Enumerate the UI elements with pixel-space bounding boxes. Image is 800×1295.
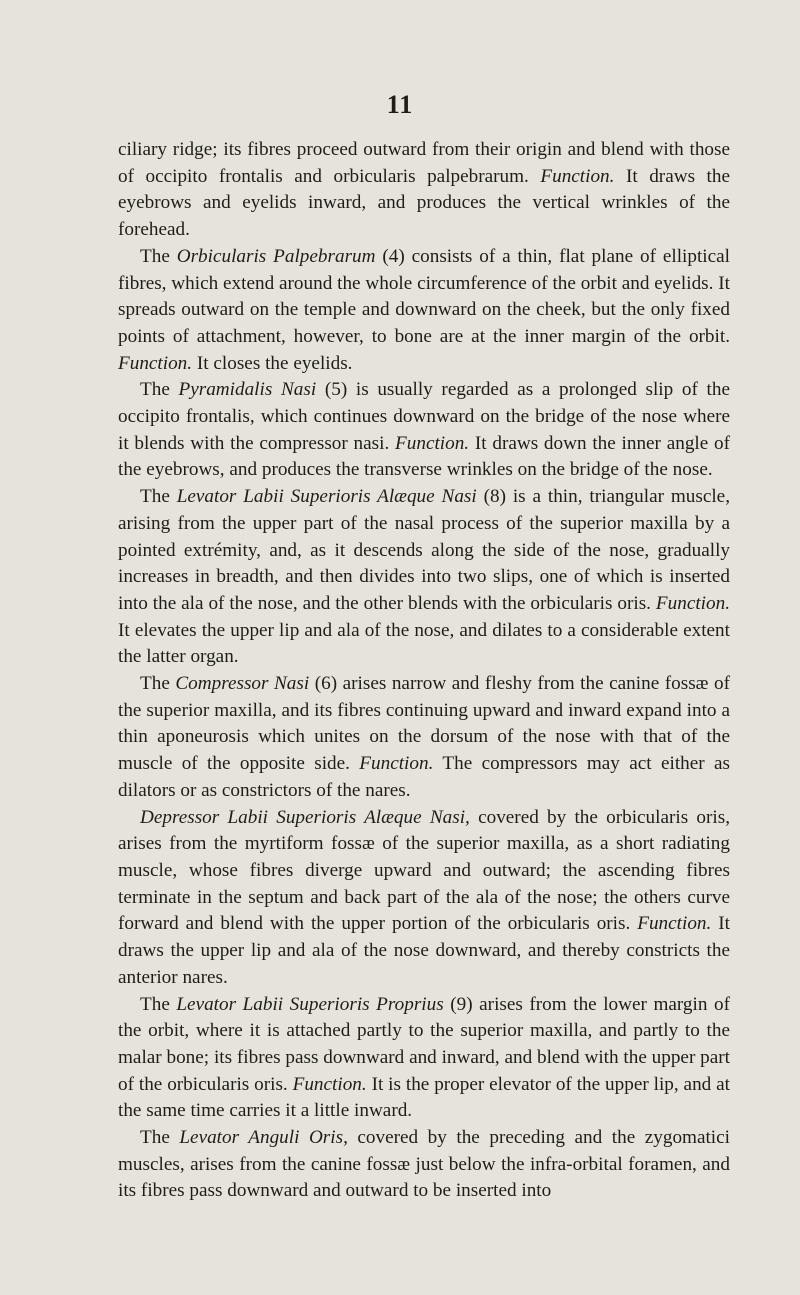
text-run: The (140, 379, 179, 401)
italic-run: Pyramidalis Nasi (178, 379, 317, 401)
body-text (118, 137, 730, 1205)
italic-run: Orbicularis Palpebrarum (176, 245, 376, 267)
paragraph-p1 (118, 244, 730, 378)
text-run: The (140, 245, 177, 267)
text-run: The (140, 993, 177, 1015)
text-run: covered by the preceding and the zygomatici muscles, arises from the canine fossæ just below the infra-orbital foramen, and its fibres pass downward and outward to be inserted into (118, 1127, 730, 1202)
paragraph-p7 (118, 1125, 730, 1205)
italic-run: Function. (359, 753, 434, 775)
text-run: (8) is a thin, triangular muscle, arising from the upper part of the nasal process of the superior maxilla by a pointed extrémity, and, as it descends along the side of the nose, gradually increases in breadth, and then divides into two slips, one of which is inserted into the ala of the nose, and the other blends with the orbicularis oris. (118, 486, 730, 614)
text-run: It draws the eyebrows and eyelids inward, and produces the vertical wrinkles of the forehead. (118, 165, 730, 241)
paragraph-p6 (118, 992, 730, 1126)
text-run: It draws the upper lip and ala of the nose downward, and thereby constricts the anterior nares. (118, 913, 730, 988)
text-run: (4) consists of a thin, flat plane of elliptical fibres, which extend around the whole circumference of the orbit and eyelids. It spreads outward on the temple and downward on the cheek, but the only fixed points of attachment, however, to bone are at the inner margin of the orbit. (118, 245, 730, 347)
italic-run: Function. (637, 913, 712, 935)
paragraph-p4 (118, 671, 730, 805)
italic-run: Function. (395, 432, 470, 454)
text-run: (6) arises narrow and fleshy from the canine fossæ of the superior maxilla, and its fibres continuing upward and inward expand into a thin aponeurosis which unites on the dorsum of the nose with that of the muscle of the opposite side. (118, 673, 730, 775)
text-run: It closes the eyelids. (192, 352, 353, 374)
italic-run: Function. (118, 352, 193, 374)
italic-run: Compressor Nasi (175, 673, 310, 695)
paragraph-p3 (118, 484, 730, 671)
text-run: It draws down the inner angle of the eyebrows, and produces the transverse wrinkles on the bridge of the nose. (118, 432, 730, 481)
paragraph-p5 (118, 805, 730, 992)
paragraph-p0 (118, 137, 730, 244)
italic-run: Levator Labii Superioris Proprius (176, 993, 444, 1015)
text-run: (5) is usually regarded as a prolonged slip of the occipito frontalis, which continues downward on the bridge of the nose where it blends with the compressor nasi. (118, 379, 730, 454)
text-run: The (140, 1127, 180, 1149)
text-run: It is the proper elevator of the upper lip, and at the same time carries it a little inward. (118, 1073, 730, 1122)
italic-run: Levator Labii Superioris Alæque Nasi (176, 486, 477, 508)
text-run: It elevates the upper lip and ala of the nose, and dilates to a considerable extent the latter organ. (118, 619, 730, 668)
italic-run: Depressor Labii Superioris Alæque Nasi, (140, 806, 470, 828)
italic-run: Levator Anguli Oris, (179, 1127, 348, 1149)
text-run: covered by the orbicularis oris, arises from the myrtiform fossæ of the superior maxilla, as a short radiating muscle, whose fibres diverge upward and outward; the ascending fibres terminate in the septum and back part of the ala of the nose; the others curve forward and blend with the upper portion of the orbicularis oris. (118, 806, 730, 935)
paragraph-p2 (118, 377, 730, 484)
text-run: ciliary ridge; its fibres proceed outward from their origin and blend with those of occipito frontalis and orbicularis palpebrarum. (118, 139, 730, 187)
text-run: The compressors may act either as dilators or as constrictors of the nares. (118, 753, 730, 801)
italic-run: Function. (540, 165, 615, 187)
italic-run: Function. (292, 1073, 367, 1095)
page-number: 11 (386, 90, 414, 119)
text-run: The (140, 486, 177, 508)
text-run: (9) arises from the lower margin of the orbit, where it is attached partly to the superior maxilla, and partly to the malar bone; its fibres pass downward and inward, and blend with the upper part of the orbicularis oris. (118, 993, 730, 1095)
text-run: The (140, 673, 176, 695)
italic-run: Function. (655, 592, 730, 614)
